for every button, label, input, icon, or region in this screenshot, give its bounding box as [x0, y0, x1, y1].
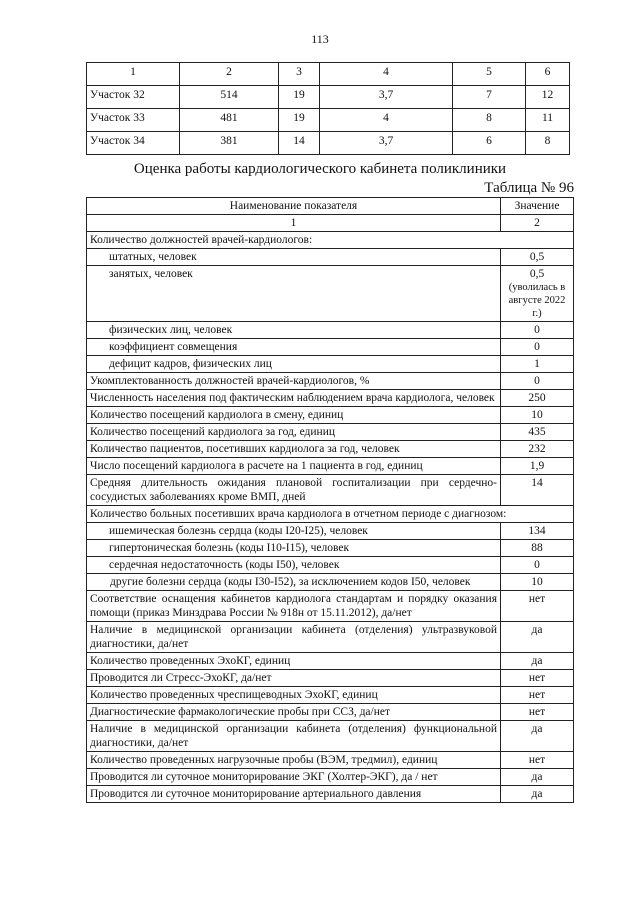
table-row — [87, 752, 574, 769]
indicator-label: Укомплектованность должностей врачей-кардиологов, % — [87, 373, 501, 390]
table-row — [87, 786, 574, 803]
indicator-value: 14 — [501, 475, 574, 506]
table-number: Таблица № 96 — [484, 180, 574, 196]
top-col-6-header: 6 — [526, 63, 570, 86]
table-row — [87, 407, 574, 424]
indicator-value: 0,5 — [529, 268, 545, 280]
indicator-label: Наличие в медицинской организации кабинета (отделения) функциональной диагностики, да/нет — [87, 721, 501, 752]
table-row — [87, 523, 574, 540]
table-row — [87, 249, 574, 266]
indicator-group-label: Количество должностей врачей-кардиологов: — [87, 232, 574, 249]
table-row — [87, 687, 574, 704]
table-row — [87, 441, 574, 458]
top-col-2-header: 2 — [180, 63, 279, 86]
indicator-note: (уволилась в августе 2022 г.) — [508, 282, 566, 319]
table-row — [87, 622, 574, 653]
indicator-label: Количество проведенных чреспищеводных ЭхоКГ, единиц — [87, 687, 501, 704]
indicator-label: Количество проведенных ЭхоКГ, единиц — [87, 653, 501, 670]
cell: 8 — [526, 132, 570, 155]
top-table — [86, 62, 570, 155]
indicator-value: да — [501, 786, 574, 803]
table-row — [87, 132, 570, 155]
top-col-5-header: 5 — [453, 63, 526, 86]
indicator-label: Число посещений кардиолога в расчете на 1 пациента в год, единиц — [87, 458, 501, 475]
indicator-label: физических лиц, человек — [87, 322, 501, 339]
indicator-value: 1 — [501, 356, 574, 373]
table-title: Оценка работы кардиологического кабинета поликлиники — [133, 161, 507, 177]
table-row — [87, 475, 574, 506]
indicator-value: 0 — [501, 322, 574, 339]
cell: 8 — [453, 109, 526, 132]
cell: Участок 32 — [87, 86, 180, 109]
indicator-label: Количество посещений кардиолога в смену, единиц — [87, 407, 501, 424]
table-row — [87, 653, 574, 670]
main-table-number-row — [87, 215, 574, 232]
indicator-label: другие болезни сердца (коды I30-I52), за исключением кодов I50, человек — [87, 574, 501, 591]
indicator-label: Проводится ли суточное мониторирование артериального давления — [87, 786, 501, 803]
indicator-label: Соответствие оснащения кабинетов кардиолога стандартам и порядку оказания помощи (приказ Минздрава России № 918н от 15.11.2012), да/нет — [87, 591, 501, 622]
table-row — [87, 540, 574, 557]
table-row — [87, 390, 574, 407]
indicator-value: нет — [501, 670, 574, 687]
cell: 19 — [279, 86, 320, 109]
indicator-label: Количество посещений кардиолога за год, единиц — [87, 424, 501, 441]
indicator-value: 0,5 — [501, 249, 574, 266]
cell: 3,7 — [320, 132, 453, 155]
indicator-label: сердечная недостаточность (коды I50), человек — [87, 557, 501, 574]
page-number: 113 — [311, 32, 329, 46]
top-table-header-row — [87, 63, 570, 86]
main-table — [86, 197, 574, 803]
indicator-value: 0 — [501, 339, 574, 356]
cell: 11 — [526, 109, 570, 132]
indicator-label: дефицит кадров, физических лиц — [87, 356, 501, 373]
cell: 514 — [180, 86, 279, 109]
indicator-label: гипертоническая болезнь (коды I10-I15), человек — [87, 540, 501, 557]
indicator-value: да — [501, 721, 574, 752]
column-number: 2 — [501, 215, 574, 232]
table-row — [87, 86, 570, 109]
table-row — [87, 591, 574, 622]
indicator-name-header: Наименование показателя — [87, 198, 501, 215]
table-row — [87, 721, 574, 752]
table-row — [87, 373, 574, 390]
table-row — [87, 769, 574, 786]
table-row — [87, 322, 574, 339]
column-number: 1 — [87, 215, 501, 232]
cell: 19 — [279, 109, 320, 132]
table-row — [87, 109, 570, 132]
value-header: Значение — [501, 198, 574, 215]
cell: 6 — [453, 132, 526, 155]
top-col-1-header: 1 — [87, 63, 180, 86]
indicator-value: да — [501, 622, 574, 653]
table-row — [87, 339, 574, 356]
indicator-value: 232 — [501, 441, 574, 458]
indicator-label: Проводится ли Стресс-ЭхоКГ, да/нет — [87, 670, 501, 687]
indicator-value: 435 — [501, 424, 574, 441]
indicator-group-label: Количество больных посетивших врача кардиолога в отчетном периоде с диагнозом: — [87, 506, 574, 523]
cell: 4 — [320, 109, 453, 132]
indicator-label: Численность населения под фактическим наблюдением врача кардиолога, человек — [87, 390, 501, 407]
indicator-label: занятых, человек — [87, 266, 501, 322]
indicator-value: 10 — [501, 407, 574, 424]
indicator-label: Диагностические фармакологические пробы при ССЗ, да/нет — [87, 704, 501, 721]
table-row — [87, 670, 574, 687]
indicator-value: 10 — [501, 574, 574, 591]
table-row — [87, 458, 574, 475]
indicator-value: 250 — [501, 390, 574, 407]
table-row — [87, 704, 574, 721]
cell: 7 — [453, 86, 526, 109]
indicator-label: Количество пациентов, посетивших кардиолога за год, человек — [87, 441, 501, 458]
indicator-value: да — [501, 653, 574, 670]
indicator-value: 0 — [501, 557, 574, 574]
indicator-value: нет — [501, 687, 574, 704]
cell: 12 — [526, 86, 570, 109]
cell: 481 — [180, 109, 279, 132]
indicator-value: 134 — [501, 523, 574, 540]
indicator-label: штатных, человек — [87, 249, 501, 266]
indicator-label: Проводится ли суточное мониторирование ЭКГ (Холтер-ЭКГ), да / нет — [87, 769, 501, 786]
indicator-value: да — [501, 769, 574, 786]
indicator-value: нет — [501, 752, 574, 769]
indicator-value: 88 — [501, 540, 574, 557]
indicator-value: нет — [501, 704, 574, 721]
table-row — [87, 506, 574, 523]
table-row — [87, 424, 574, 441]
table-row — [87, 232, 574, 249]
cell: 3,7 — [320, 86, 453, 109]
indicator-value-cell — [501, 266, 574, 322]
indicator-label: Количество проведенных нагрузочные пробы (ВЭМ, тредмил), единиц — [87, 752, 501, 769]
indicator-value: 1,9 — [501, 458, 574, 475]
cell: Участок 33 — [87, 109, 180, 132]
table-row — [87, 266, 574, 322]
cell: Участок 34 — [87, 132, 180, 155]
top-col-3-header: 3 — [279, 63, 320, 86]
indicator-value: нет — [501, 591, 574, 622]
indicator-label: коэффициент совмещения — [87, 339, 501, 356]
table-row — [87, 574, 574, 591]
top-col-4-header: 4 — [320, 63, 453, 86]
indicator-label: Наличие в медицинской организации кабинета (отделения) ультразвуковой диагностики, да/нет — [87, 622, 501, 653]
indicator-label: Средняя длительность ожидания плановой госпитализации при сердечно-сосудистых заболеваниях кроме ВМП, дней — [87, 475, 501, 506]
table-row — [87, 356, 574, 373]
indicator-label: ишемическая болезнь сердца (коды I20-I25), человек — [87, 523, 501, 540]
cell: 381 — [180, 132, 279, 155]
cell: 14 — [279, 132, 320, 155]
main-table-header-row — [87, 198, 574, 215]
indicator-value: 0 — [501, 373, 574, 390]
table-row — [87, 557, 574, 574]
